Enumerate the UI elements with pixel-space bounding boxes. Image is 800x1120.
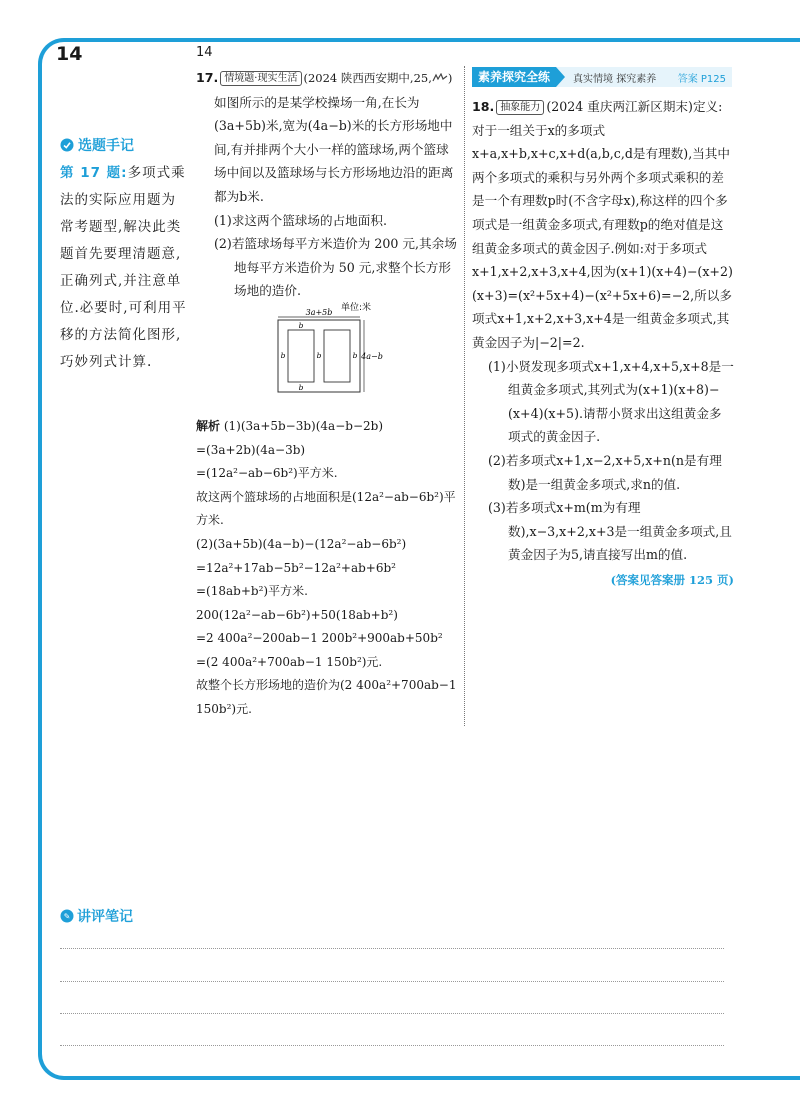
notes-title: ✎ 讲评笔记: [60, 906, 133, 926]
page-number-small: 14: [196, 45, 213, 60]
sidebar-title: 选题手记: [60, 135, 134, 155]
note-line: [60, 948, 724, 949]
note-line: [60, 981, 724, 982]
solution-label: 解析: [196, 418, 221, 433]
question-part-1: (1)求这两个篮球场的占地面积.: [214, 212, 387, 228]
sidebar-highlight: 第 17 题:: [60, 165, 128, 181]
answer-reference: (答案见答案册 125 页): [610, 572, 734, 587]
question-source: (2024 陕西西安期中,25,: [303, 71, 432, 85]
column-divider: [464, 66, 465, 726]
svg-text:b: b: [298, 321, 304, 330]
banner-arrow-icon: [556, 67, 565, 87]
question-tag: 情境题·现实生活: [220, 71, 301, 86]
svg-text:b: b: [316, 351, 322, 360]
question-part-3: (3)若多项式x+m(m为有理数),x−3,x+2,x+3是一组黄金多项式,且黄金因子为5,请直接写出m的值.: [488, 500, 732, 563]
sidebar-note: [60, 160, 188, 376]
svg-text:b: b: [352, 351, 358, 360]
svg-text:b: b: [280, 351, 286, 360]
banner-subtitle: 真实情境 探究素养: [573, 73, 657, 85]
svg-text:✎: ✎: [63, 912, 71, 921]
section-banner: [472, 67, 732, 87]
page-number: 14: [56, 43, 83, 65]
banner-title: 素养探究全练: [472, 67, 556, 87]
question-18: 18. 抽象能力 (2024 重庆两江新区期末)定义:对于一组关于x的多项式x+a,x+b,x+c,x+d(a,b,c,d是有理数),当其中两个多项式的乘积与另外两个多项式乘积的差是一个有理数p时(不含字母x),称这样的四个多项式是一组黄金多项式,有理数p的绝对值是这组黄金多项式的黄金因子.例如:对于多项式x+1,x+2,x+3,x+4,因为(x+1)(x+4)−(x+2)(x+3)=(x²+5x+4)−(x²+5x+6)=−2,所以多项式x+1,x+2,x+3,x+4是一组黄金多项式,其黄金因子为|−2|=2. (1)小贤发现多项式x+1,x+4,x+5,x+8是一组黄金多项式,其列式为(x+1)(x+8)−(x+4)(x+5).请帮小贤求出这组黄金多项式的黄金因子. (2)若多项式x+1,x−2,x+5,x+n(n是有理数)是一组黄金多项式,求n的值. (3)若多项式x+m(m为有理数),x−3,x+2,x+3是一组黄金多项式,且黄金因子为5,请直接写出m的值. (答案见答案册 125 页): [472, 95, 734, 592]
question-stem: (2024 重庆两江新区期末)定义:对于一组关于x的多项式x+a,x+b,x+c,x+d(a,b,c,d是有理数),当其中两个多项式的乘积与另外两个多项式乘积的差是一个有理数p时(不含字母x),称这样的四个多项式是一组黄金多项式,有理数p的绝对值是这组黄金多项式的黄金因子.例如:对于多项式x+1,x+2,x+3,x+4,因为(x+1)(x+4)−(x+2)(x+3)=(x²+5x+4)−(x²+5x+6)=−2,所以多项式x+1,x+2,x+3,x+4是一组黄金多项式,其黄金因子为|−2|=2.: [472, 99, 733, 350]
question-tag: 抽象能力: [496, 100, 544, 115]
note-icon: [60, 138, 74, 152]
question-part-2: (2)若多项式x+1,x−2,x+5,x+n(n是有理数)是一组黄金多项式,求n的值.: [488, 452, 722, 492]
solution: 解析 (1)(3a+5b−3b)(4a−b−2b) =(3a+2b)(4a−3b) =(12a²−ab−6b²)平方米. 故这两个篮球场的占地面积是(12a²−ab−6b²)平方米. (2)(3a+5b)(4a−b)−(12a²−ab−6b²) =12a²+17ab−5b²−12a²+ab+6b² =(18ab+b²)平方米. 200(12a²−ab−6b²)+50(18ab+b²) =2 400a²−200ab−1 200b²+900ab+50b² =(2 400a²+700ab−1 150b²)元. 故整个长方形场地的造价为(2 400a²+700ab−1 150b²)元.: [196, 418, 457, 717]
question-part-1: (1)小贤发现多项式x+1,x+4,x+5,x+8是一组黄金多项式,其列式为(x+1)(x+8)−(x+4)(x+5).请帮小贤求出这组黄金多项式的黄金因子.: [488, 358, 734, 445]
note-line: [60, 1045, 724, 1046]
difficulty-icon: [432, 73, 448, 82]
note-line: [60, 1013, 724, 1014]
diagram-side-label: 4a−b: [361, 352, 383, 361]
svg-text:b: b: [298, 383, 304, 392]
question-17: 17. 情境题·现实生活 (2024 陕西西安期中,25, ) 如图所示的是某学校操场一角,在长为(3a+5b)米,宽为(4a−b)米的长方形场地中间,有并排两个大小一样的篮球场,两个篮球场中间以及篮球场与长方形场地边沿的距离都为b米. (1)求这两个篮球场的占地面积. (2)若篮球场每平方米造价为 200 元,其余场地每平方米造价为 50 元,求整个长方形场地的造价. 解析 (1)(3a+5b−3b)(4a−b−2b) =(3a+2b)(4a−3b) =(12a²−ab−6b²)平方米. 故这两个篮球场的占地面积是(12a²−ab−6b²)平方米. (2)(3a+5b)(4a−b)−(12a²−ab−6b²) =12a²+17ab−5b²−12a²+ab+6b² =(18ab+b²)平方米. 200(12a²−ab−6b²)+50(18ab+b²) =2 400a²−200ab−1 200b²+900ab+50b² =(2 400a²+700ab−1 150b²)元. 故整个长方形场地的造价为(2 400a²+700ab−1 150b²)元.: [196, 66, 458, 722]
question-part-2: (2)若篮球场每平方米造价为 200 元,其余场地每平方米造价为 50 元,求整个长方形场地的造价.: [214, 236, 457, 299]
diagram-top-label: 3a+5b: [305, 308, 333, 317]
notes-icon: [60, 909, 74, 923]
diagram-unit: 单位:米: [340, 303, 372, 313]
sidebar-text: 多项式乘法的实际应用题为常考题型,解决此类题首先要理清题意,正确列式,并注意单位.必要时,可利用平移的方法简化图形,巧妙列式计算.: [60, 165, 187, 370]
banner-answer-ref: 答案 P125: [677, 73, 726, 85]
question-stem: 如图所示的是某学校操场一角,在长为(3a+5b)米,宽为(4a−b)米的长方形场地中间,有并排两个大小一样的篮球场,两个篮球场中间以及篮球场与长方形场地边沿的距离都为b米.: [214, 94, 454, 204]
court-diagram: [268, 300, 388, 400]
